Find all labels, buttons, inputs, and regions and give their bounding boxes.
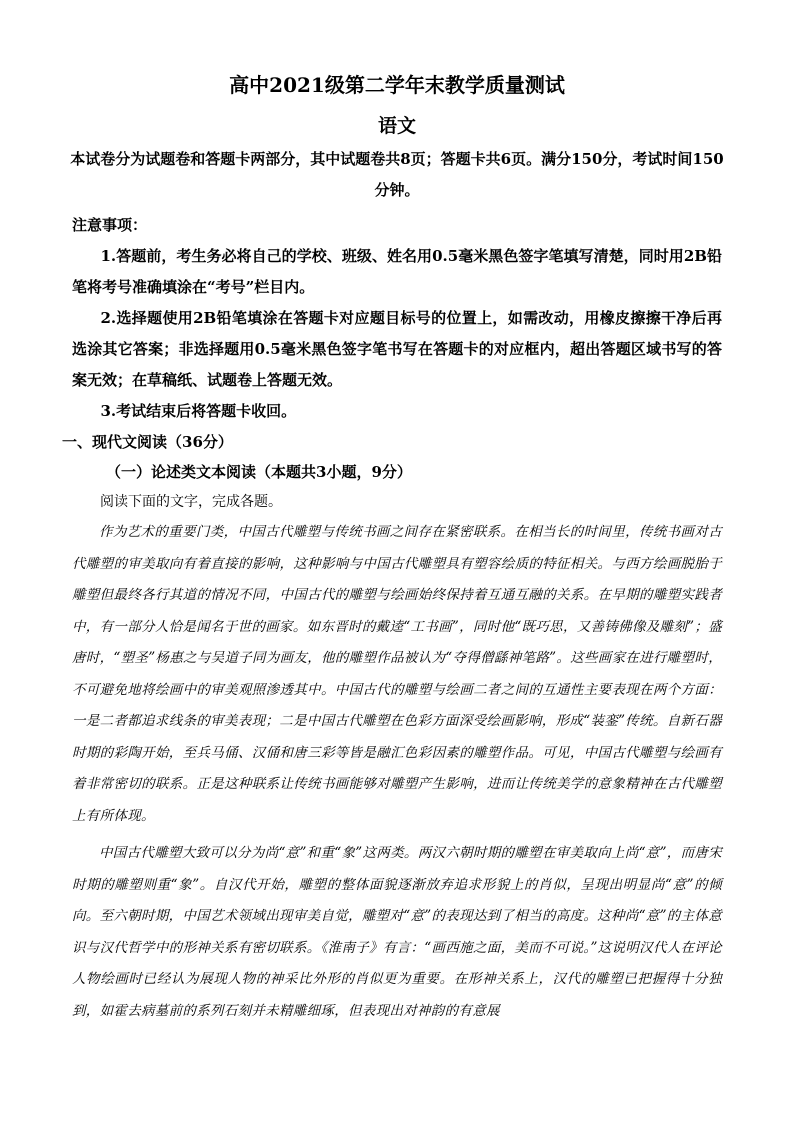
notice-heading: 注意事项：: [72, 216, 148, 234]
passage-paragraph-1: 作为艺术的重要门类，中国古代雕塑与传统书画之间存在紧密联系。在相当长的时间里，传统书画对古代雕塑的审美取向有着直接的影响，这种影响与中国古代雕塑具有塑容绘质的特征相关。与西方绘画脱胎于雕塑但最终各行其道的情况不同，中国古代的雕塑与绘画始终保持着互通互融的关系。在早期的雕塑实践者中，有一部分人恰是闻名于世的画家。如东晋时的戴逵“工书画”，同时他“既巧思，又善铸佛像及雕刻”；盛唐时，“塑圣”杨惠之与吴道子同为画友，他的雕塑作品被认为“夺得僧繇神笔路”。这些画家在进行雕塑时，不可避免地将绘画中的审美观照渗透其中。中国古代的雕塑与绘画二者之间的互通性主要表现在两个方面：一是二者都追求线条的审美表现；二是中国古代雕塑在色彩方面深受绘画影响，形成“装銮”传统。自新石器时期的彩陶开始，至兵马俑、汉俑和唐三彩等皆是融汇色彩因素的雕塑作品。可见，中国古代雕塑与绘画有着非常密切的联系。正是这种联系让传统书画能够对雕塑产生影响，进而让传统美学的意象精神在古代雕塑上有所体现。: [72, 524, 722, 824]
subsection-heading: （一）论述类文本阅读（本题共3小题，9分）: [106, 463, 412, 481]
section-heading: 一、现代文阅读（36分）: [62, 433, 233, 451]
passage-paragraph-2: 中国古代雕塑大致可以分为尚“意”和重“象”这两类。两汉六朝时期的雕塑在审美取向上尚“意”，而唐宋时期的雕塑则重“象”。自汉代开始，雕塑的整体面貌逐渐放弃追求形貌上的肖似，呈现出明显尚“意”的倾向。至六朝时期，中国艺术领域出现审美自觉，雕塑对“意”的表现达到了相当的高度。这种尚“意”的主体意识与汉代哲学中的形神关系有密切联系。《淮南子》有言：“画西施之面，美而不可说。”这说明汉代人在评论人物绘画时已经认为展现人物的神采比外形的肖似更为重要。在形神关系上，汉代的雕塑已把握得十分独到，如霍去病墓前的系列石刻并未精雕细琢，但表现出对神韵的有意展: [72, 845, 722, 1019]
notice-item-1: 1.答题前，考生务必将自己的学校、班级、姓名用0.5毫米黑色签字笔填写清楚，同时用2B铅笔将考号准确填涂在“考号”栏目内。: [72, 247, 722, 296]
exam-intro: 本试卷分为试题卷和答题卡两部分，其中试题卷共8页；答题卡共6页。满分150分，考试时间150分钟。: [70, 150, 724, 199]
notice-item-3: 3.考试结束后将答题卡收回。: [100, 402, 297, 420]
subject-title: 语文: [377, 115, 416, 137]
notice-item-2: 2.选择题使用2B铅笔填涂在答题卡对应题目标号的位置上，如需改动，用橡皮擦擦干净后再选涂其它答案；非选择题用0.5毫米黑色签字笔书写在答题卡的对应框内，超出答题区域书写的答案无效；在草稿纸、试题卷上答题无效。: [72, 309, 722, 389]
reading-instruction: 阅读下面的文字，完成各题。: [100, 494, 282, 510]
exam-title: 高中2021级第二学年末教学质量测试: [229, 73, 565, 97]
